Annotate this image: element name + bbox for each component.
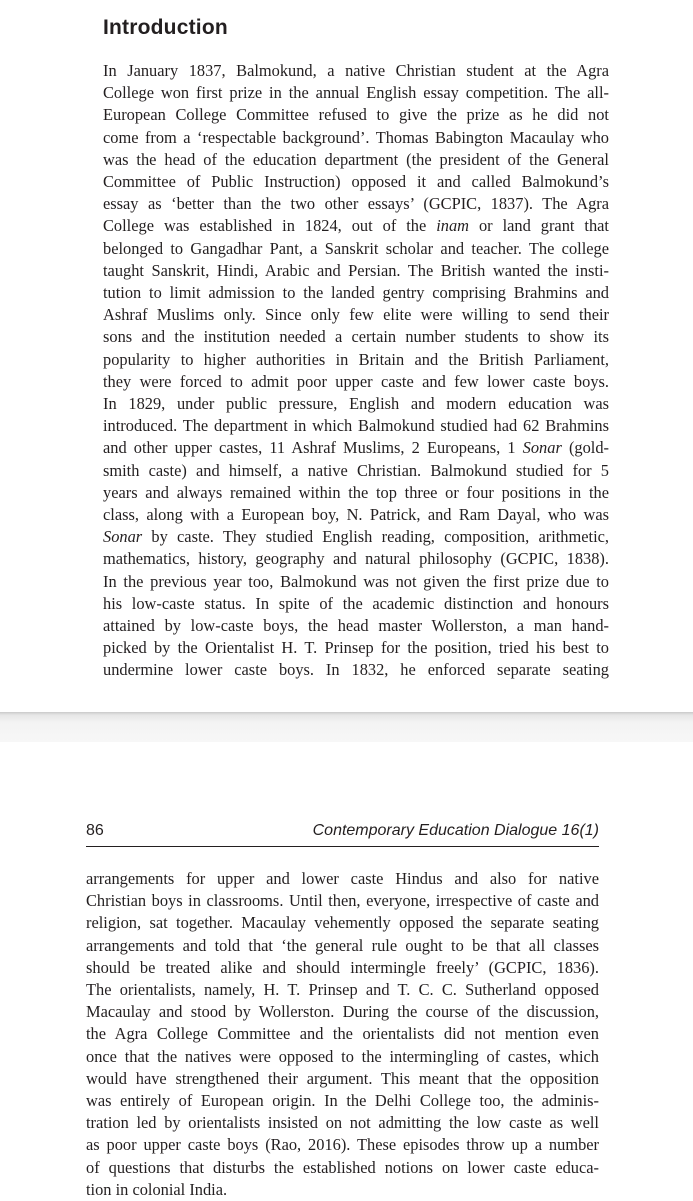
text-line: popularity to higher authorities in Britain and the British Parliament, bbox=[103, 349, 609, 369]
text-line: introduced. The department in which Balmokund studied had 62 Brahmins bbox=[103, 416, 609, 436]
header-rule bbox=[86, 846, 599, 847]
text-line: was entirely of European origin. In the Delhi College too, the adminis- bbox=[86, 1091, 599, 1111]
text-line: arrangements for upper and lower caste Hindus and also for native bbox=[86, 869, 599, 888]
text-line: essay as ‘better than the two other essays’ (GCPIC, 1837). The Agra bbox=[103, 194, 609, 214]
page-separator bbox=[0, 712, 693, 742]
section-heading: Introduction bbox=[103, 16, 228, 39]
text-line: College won first prize in the annual English essay competition. The all- bbox=[103, 83, 609, 103]
text-line: undermine lower caste boys. In 1832, he enforced separate seating bbox=[103, 660, 609, 680]
text-line: In January 1837, Balmokund, a native Christian student at the Agra bbox=[103, 61, 609, 80]
text-line: religion, sat together. Macaulay vehemently opposed the separate seating bbox=[86, 913, 599, 933]
text-line: tution to limit admission to the landed gentry comprising Brahmins and bbox=[103, 283, 609, 303]
text-line: arrangements and told that ‘the general rule ought to be that all classes bbox=[86, 935, 599, 955]
running-header bbox=[86, 822, 599, 846]
text-line: Committee of Public Instruction) opposed it and called Balmokund’s bbox=[103, 172, 609, 192]
text-line: and other upper castes, 11 Ashraf Muslims, 2 Europeans, 1 Sonar (gold- bbox=[103, 438, 609, 458]
text-line: In the previous year too, Balmokund was not given the first prize due to bbox=[103, 571, 609, 591]
page-number: 86 bbox=[86, 822, 104, 839]
text-line: Macaulay and stood by Wollerston. During the course of the discussion, bbox=[86, 1002, 599, 1022]
text-line: tion in colonial India. bbox=[86, 1179, 228, 1199]
text-line: years and always remained within the top three or four positions in the bbox=[103, 482, 609, 502]
text-line: his low-caste status. In spite of the academic distinction and honours bbox=[103, 593, 609, 613]
text-line: once that the natives were opposed to the intermingling of castes, which bbox=[86, 1046, 599, 1066]
text-line: of questions that disturbs the established notions on lower caste educa- bbox=[86, 1157, 599, 1177]
text-line: mathematics, history, geography and natural philosophy (GCPIC, 1838). bbox=[103, 549, 609, 569]
journal-title: Contemporary Education Dialogue 16(1) bbox=[312, 822, 599, 839]
text-line: class, along with a European boy, N. Patrick, and Ram Dayal, who was bbox=[103, 505, 609, 525]
text-line: Christian boys in classrooms. Until then, everyone, irrespective of caste and bbox=[86, 891, 599, 911]
text-line: should be treated alike and should intermingle freely’ (GCPIC, 1836). bbox=[86, 957, 599, 977]
text-line: would have strengthened their argument. This meant that the opposition bbox=[86, 1068, 599, 1088]
text-line: was the head of the education department (the president of the General bbox=[103, 149, 609, 169]
text-line: picked by the Orientalist H. T. Prinsep for the position, tried his best to bbox=[103, 638, 609, 658]
text-line: taught Sanskrit, Hindi, Arabic and Persian. The British wanted the insti- bbox=[103, 260, 609, 280]
text-line: The orientalists, namely, H. T. Prinsep and T. C. C. Sutherland opposed bbox=[86, 980, 599, 1000]
text-line: In 1829, under public pressure, English and modern education was bbox=[103, 394, 609, 414]
text-line: attained by low-caste boys, the head master Wollerston, a man hand- bbox=[103, 616, 609, 636]
text-line: belonged to Gangadhar Pant, a Sanskrit scholar and teacher. The college bbox=[103, 238, 609, 258]
text-line: as poor upper caste boys (Rao, 2016). These episodes throw up a number bbox=[86, 1135, 599, 1155]
text-line: they were forced to admit poor upper caste and few lower caste boys. bbox=[103, 371, 609, 391]
text-line: sons and the institution needed a certain number students to show its bbox=[103, 327, 609, 347]
text-line: the Agra College Committee and the orientalists did not mention even bbox=[86, 1024, 599, 1044]
text-line: College was established in 1824, out of the inam or land grant that bbox=[103, 216, 609, 236]
text-line: smith caste) and himself, a native Christian. Balmokund studied for 5 bbox=[103, 460, 609, 480]
text-line: Sonar by caste. They studied English reading, composition, arithmetic, bbox=[103, 527, 609, 547]
text-line: European College Committee refused to give the prize as he did not bbox=[103, 105, 609, 125]
text-line: tration led by orientalists insisted on not admitting the low caste as well bbox=[86, 1113, 599, 1133]
text-line: come from a ‘respectable background’. Thomas Babington Macaulay who bbox=[103, 127, 609, 147]
page-bottom bbox=[0, 742, 693, 1199]
body-paragraph-continued bbox=[86, 868, 599, 1201]
text-line: Ashraf Muslims only. Since only few elite were willing to send their bbox=[103, 305, 609, 325]
body-paragraph bbox=[103, 60, 609, 682]
